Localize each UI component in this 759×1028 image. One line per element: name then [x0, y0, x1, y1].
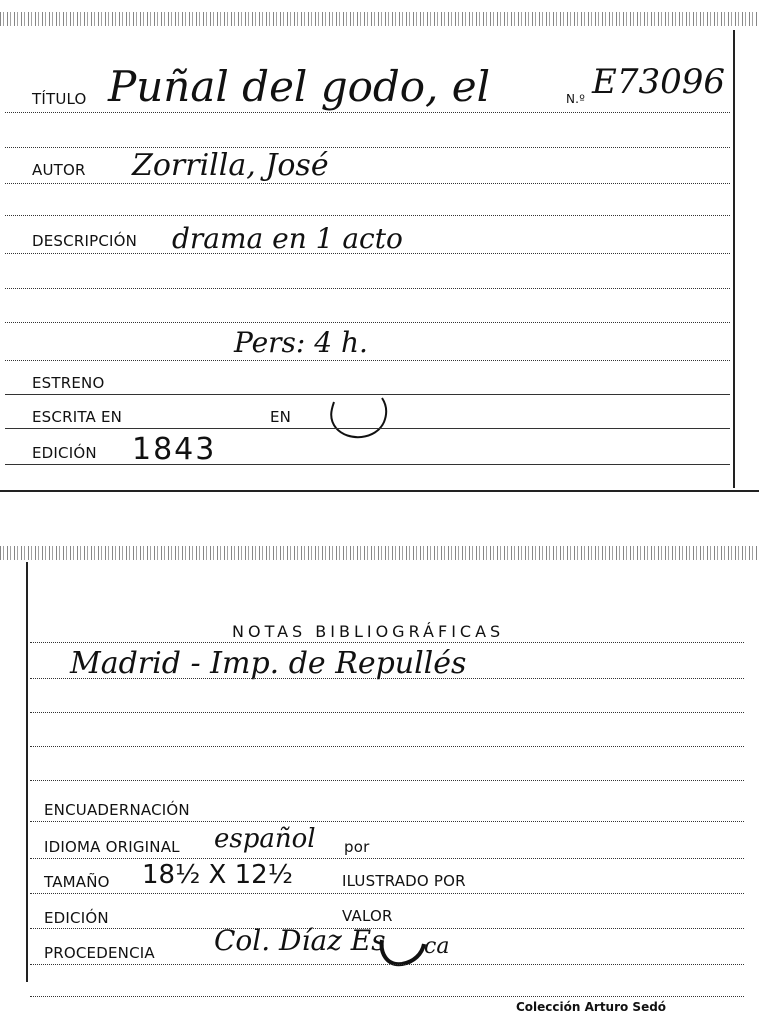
- front-edicion-label: EDICIÓN: [32, 444, 97, 462]
- numero-label: N.º: [566, 92, 586, 106]
- front-edicion-value: 1843: [132, 432, 217, 467]
- procedencia-line: [30, 964, 744, 965]
- titulo-line: [5, 112, 730, 113]
- por-label: por: [344, 838, 370, 856]
- bracket-mark: [322, 394, 392, 446]
- procedencia-label: PROCEDENCIA: [44, 944, 155, 962]
- collection-credit: Colección Arturo Sedó: [516, 1000, 667, 1014]
- notas-line-2: [30, 678, 744, 679]
- descripcion-line: [5, 253, 730, 254]
- scan-noise-middle: [0, 546, 759, 560]
- escrita-line: [5, 428, 730, 429]
- notas-line-5: [30, 780, 744, 781]
- tamano-label: TAMAÑO: [44, 873, 110, 891]
- titulo-value: Puñal del godo, el: [108, 62, 491, 111]
- tamano-line: [30, 893, 744, 894]
- titulo-line-2: [5, 147, 730, 148]
- idioma-label: IDIOMA ORIGINAL: [44, 838, 180, 856]
- front-card-bottom-border: [0, 490, 759, 492]
- procedencia-tail: ca: [424, 934, 450, 959]
- escrita-en-label: ESCRITA EN: [32, 408, 123, 426]
- scan-noise-top: [0, 12, 759, 26]
- edicion-back-line: [30, 928, 744, 929]
- descripcion-label: DESCRIPCIÓN: [32, 232, 138, 250]
- tamano-value: 18½ X 12½: [142, 860, 293, 890]
- descripcion-line-3: [5, 322, 730, 323]
- notas-line-1: [30, 642, 744, 643]
- ilustrado-label: ILUSTRADO POR: [342, 872, 466, 890]
- procedencia-scribble: [378, 932, 428, 972]
- en-label: EN: [270, 408, 292, 426]
- autor-line-2: [5, 215, 730, 216]
- autor-label: AUTOR: [32, 161, 86, 179]
- idioma-value: español: [214, 824, 316, 854]
- autor-value: Zorrilla, José: [132, 148, 329, 183]
- edicion-line: [5, 464, 730, 465]
- notas-title: NOTAS BIBLIOGRÁFICAS: [232, 622, 505, 641]
- descripcion-line-2: [5, 288, 730, 289]
- front-card-right-border: [733, 30, 735, 488]
- back-edicion-label: EDICIÓN: [44, 909, 109, 927]
- notas-line-3: [30, 712, 744, 713]
- titulo-label: TÍTULO: [32, 90, 87, 108]
- encuadernacion-label: ENCUADERNACIÓN: [44, 801, 190, 819]
- personajes-note: Pers: 4 h.: [234, 326, 368, 359]
- valor-label: VALOR: [342, 907, 393, 925]
- note-line: [5, 360, 730, 361]
- descripcion-value: drama en 1 acto: [172, 222, 403, 255]
- numero-value: E73096: [592, 62, 725, 102]
- estreno-label: ESTRENO: [32, 374, 105, 392]
- notas-value: Madrid - Imp. de Repullés: [70, 646, 467, 681]
- procedencia-value: Col. Díaz Es: [214, 924, 386, 957]
- encuadernacion-line: [30, 821, 744, 822]
- notas-line-4: [30, 746, 744, 747]
- procedencia-line-2: [30, 996, 744, 997]
- back-card-left-border: [26, 562, 28, 982]
- autor-line: [5, 183, 730, 184]
- idioma-line: [30, 858, 744, 859]
